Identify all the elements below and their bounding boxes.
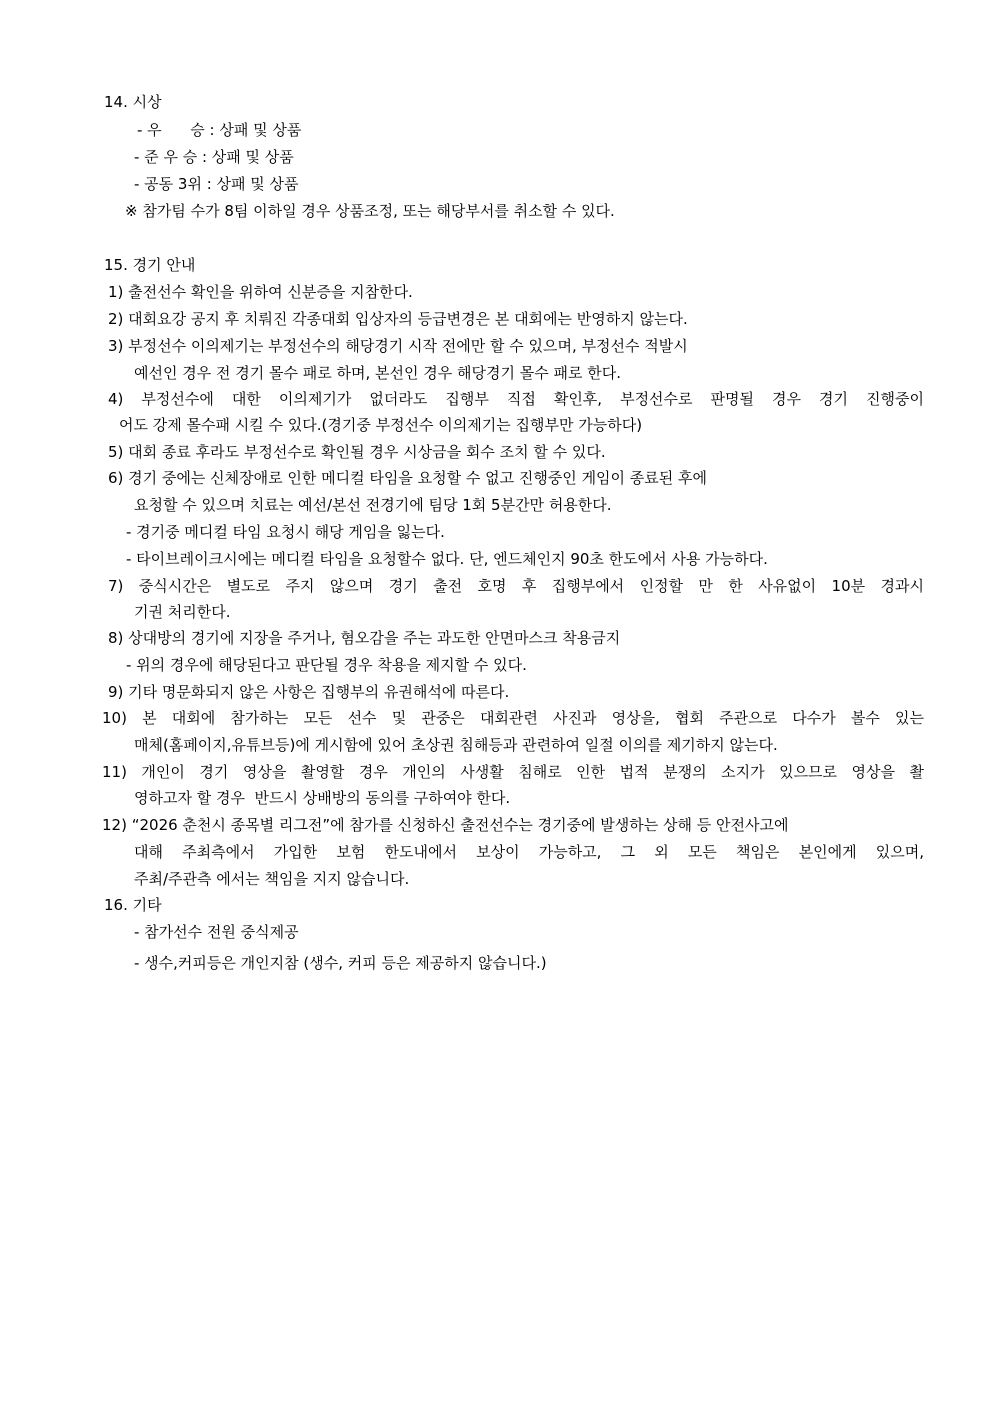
rule-line: 요청할 수 있으며 치료는 예선/본선 전경기에 팀당 1회 5분간만 허용한다. xyxy=(134,496,612,514)
rule-line: 9) 기타 명문화되지 않은 사항은 집행부의 유권해석에 따른다. xyxy=(108,683,510,701)
award-item-winner: - 우 승 : 상패 및 상품 xyxy=(137,121,302,139)
section-16-heading: 16. 기타 xyxy=(104,896,162,914)
misc-item: - 참가선수 전원 중식제공 xyxy=(134,923,299,941)
rule-line: 대해 주최측에서 가입한 보험 한도내에서 보상이 가능하고, 그 외 모든 책임은 본인에게 있으며, xyxy=(134,843,924,861)
rule-line: 4) 부정선수에 대한 이의제기가 없더라도 집행부 직접 확인후, 부정선수로 판명될 경우 경기 진행중이 xyxy=(108,390,924,408)
rule-line: 8) 상대방의 경기에 지장을 주거나, 혐오감을 주는 과도한 안면마스크 착용금지 xyxy=(108,629,621,647)
award-note: ※ 참가팀 수가 8팀 이하일 경우 상품조정, 또는 해당부서를 취소할 수 있다. xyxy=(125,202,615,220)
rule-line: 7) 중식시간은 별도로 주지 않으며 경기 출전 호명 후 집행부에서 인정할 만 한 사유없이 10분 경과시 xyxy=(108,577,924,595)
rule-line: 1) 출전선수 확인을 위하여 신분증을 지참한다. xyxy=(108,283,413,301)
rule-line: 6) 경기 중에는 신체장애로 인한 메디컬 타임을 요청할 수 없고 진행중인 게임이 종료된 후에 xyxy=(108,469,708,487)
award-item-runner-up: - 준 우 승 : 상패 및 상품 xyxy=(134,148,294,166)
rule-line: 2) 대회요강 공지 후 치뤄진 각종대회 입상자의 등급변경은 본 대회에는 반영하지 않는다. xyxy=(108,310,688,328)
rule-line: 5) 대회 종료 후라도 부정선수로 확인될 경우 시상금을 회수 조치 할 수 있다. xyxy=(108,443,606,461)
rule-line: 예선인 경우 전 경기 몰수 패로 하며, 본선인 경우 해당경기 몰수 패로 한다. xyxy=(134,364,621,382)
rule-line: 어도 강제 몰수패 시킬 수 있다.(경기중 부정선수 이의제기는 집행부만 가능하다) xyxy=(119,416,643,434)
section-14-heading: 14. 시상 xyxy=(104,93,162,111)
award-item-third: - 공동 3위 : 상패 및 상품 xyxy=(134,175,299,193)
section-15-heading: 15. 경기 안내 xyxy=(104,256,196,274)
rule-line: 12) “2026 춘천시 종목별 리그전”에 참가를 신청하신 출전선수는 경기중에 발생하는 상해 등 안전사고에 xyxy=(102,816,789,834)
rule-line: 영하고자 할 경우 반드시 상배방의 동의를 구하여야 한다. xyxy=(134,789,511,807)
rule-line: - 위의 경우에 해당된다고 판단될 경우 착용을 제지할 수 있다. xyxy=(126,656,527,674)
misc-item: - 생수,커피등은 개인지참 (생수, 커피 등은 제공하지 않습니다.) xyxy=(134,954,547,972)
rule-line: 11) 개인이 경기 영상을 촬영할 경우 개인의 사생활 침해로 인한 법적 분쟁의 소지가 있으므로 영상을 촬 xyxy=(102,763,924,781)
rule-line: 10) 본 대회에 참가하는 모든 선수 및 관중은 대회관련 사진과 영상을, 협회 주관으로 다수가 볼수 있는 xyxy=(102,709,924,727)
rule-line: 매체(홈페이지,유튜브등)에 게시함에 있어 초상권 침해등과 관련하여 일절 이의를 제기하지 않는다. xyxy=(134,736,778,754)
rule-line: 3) 부정선수 이의제기는 부정선수의 해당경기 시작 전에만 할 수 있으며, 부정선수 적발시 xyxy=(108,337,688,355)
rule-line: - 타이브레이크시에는 메디컬 타임을 요청할수 없다. 단, 엔드체인지 90초 한도에서 사용 가능하다. xyxy=(126,550,768,568)
rule-line: 주최/주관측 에서는 책임을 지지 않습니다. xyxy=(134,870,410,888)
rule-line: - 경기중 메디컬 타임 요청시 해당 게임을 잃는다. xyxy=(126,523,445,541)
rule-line: 기권 처리한다. xyxy=(134,603,231,621)
